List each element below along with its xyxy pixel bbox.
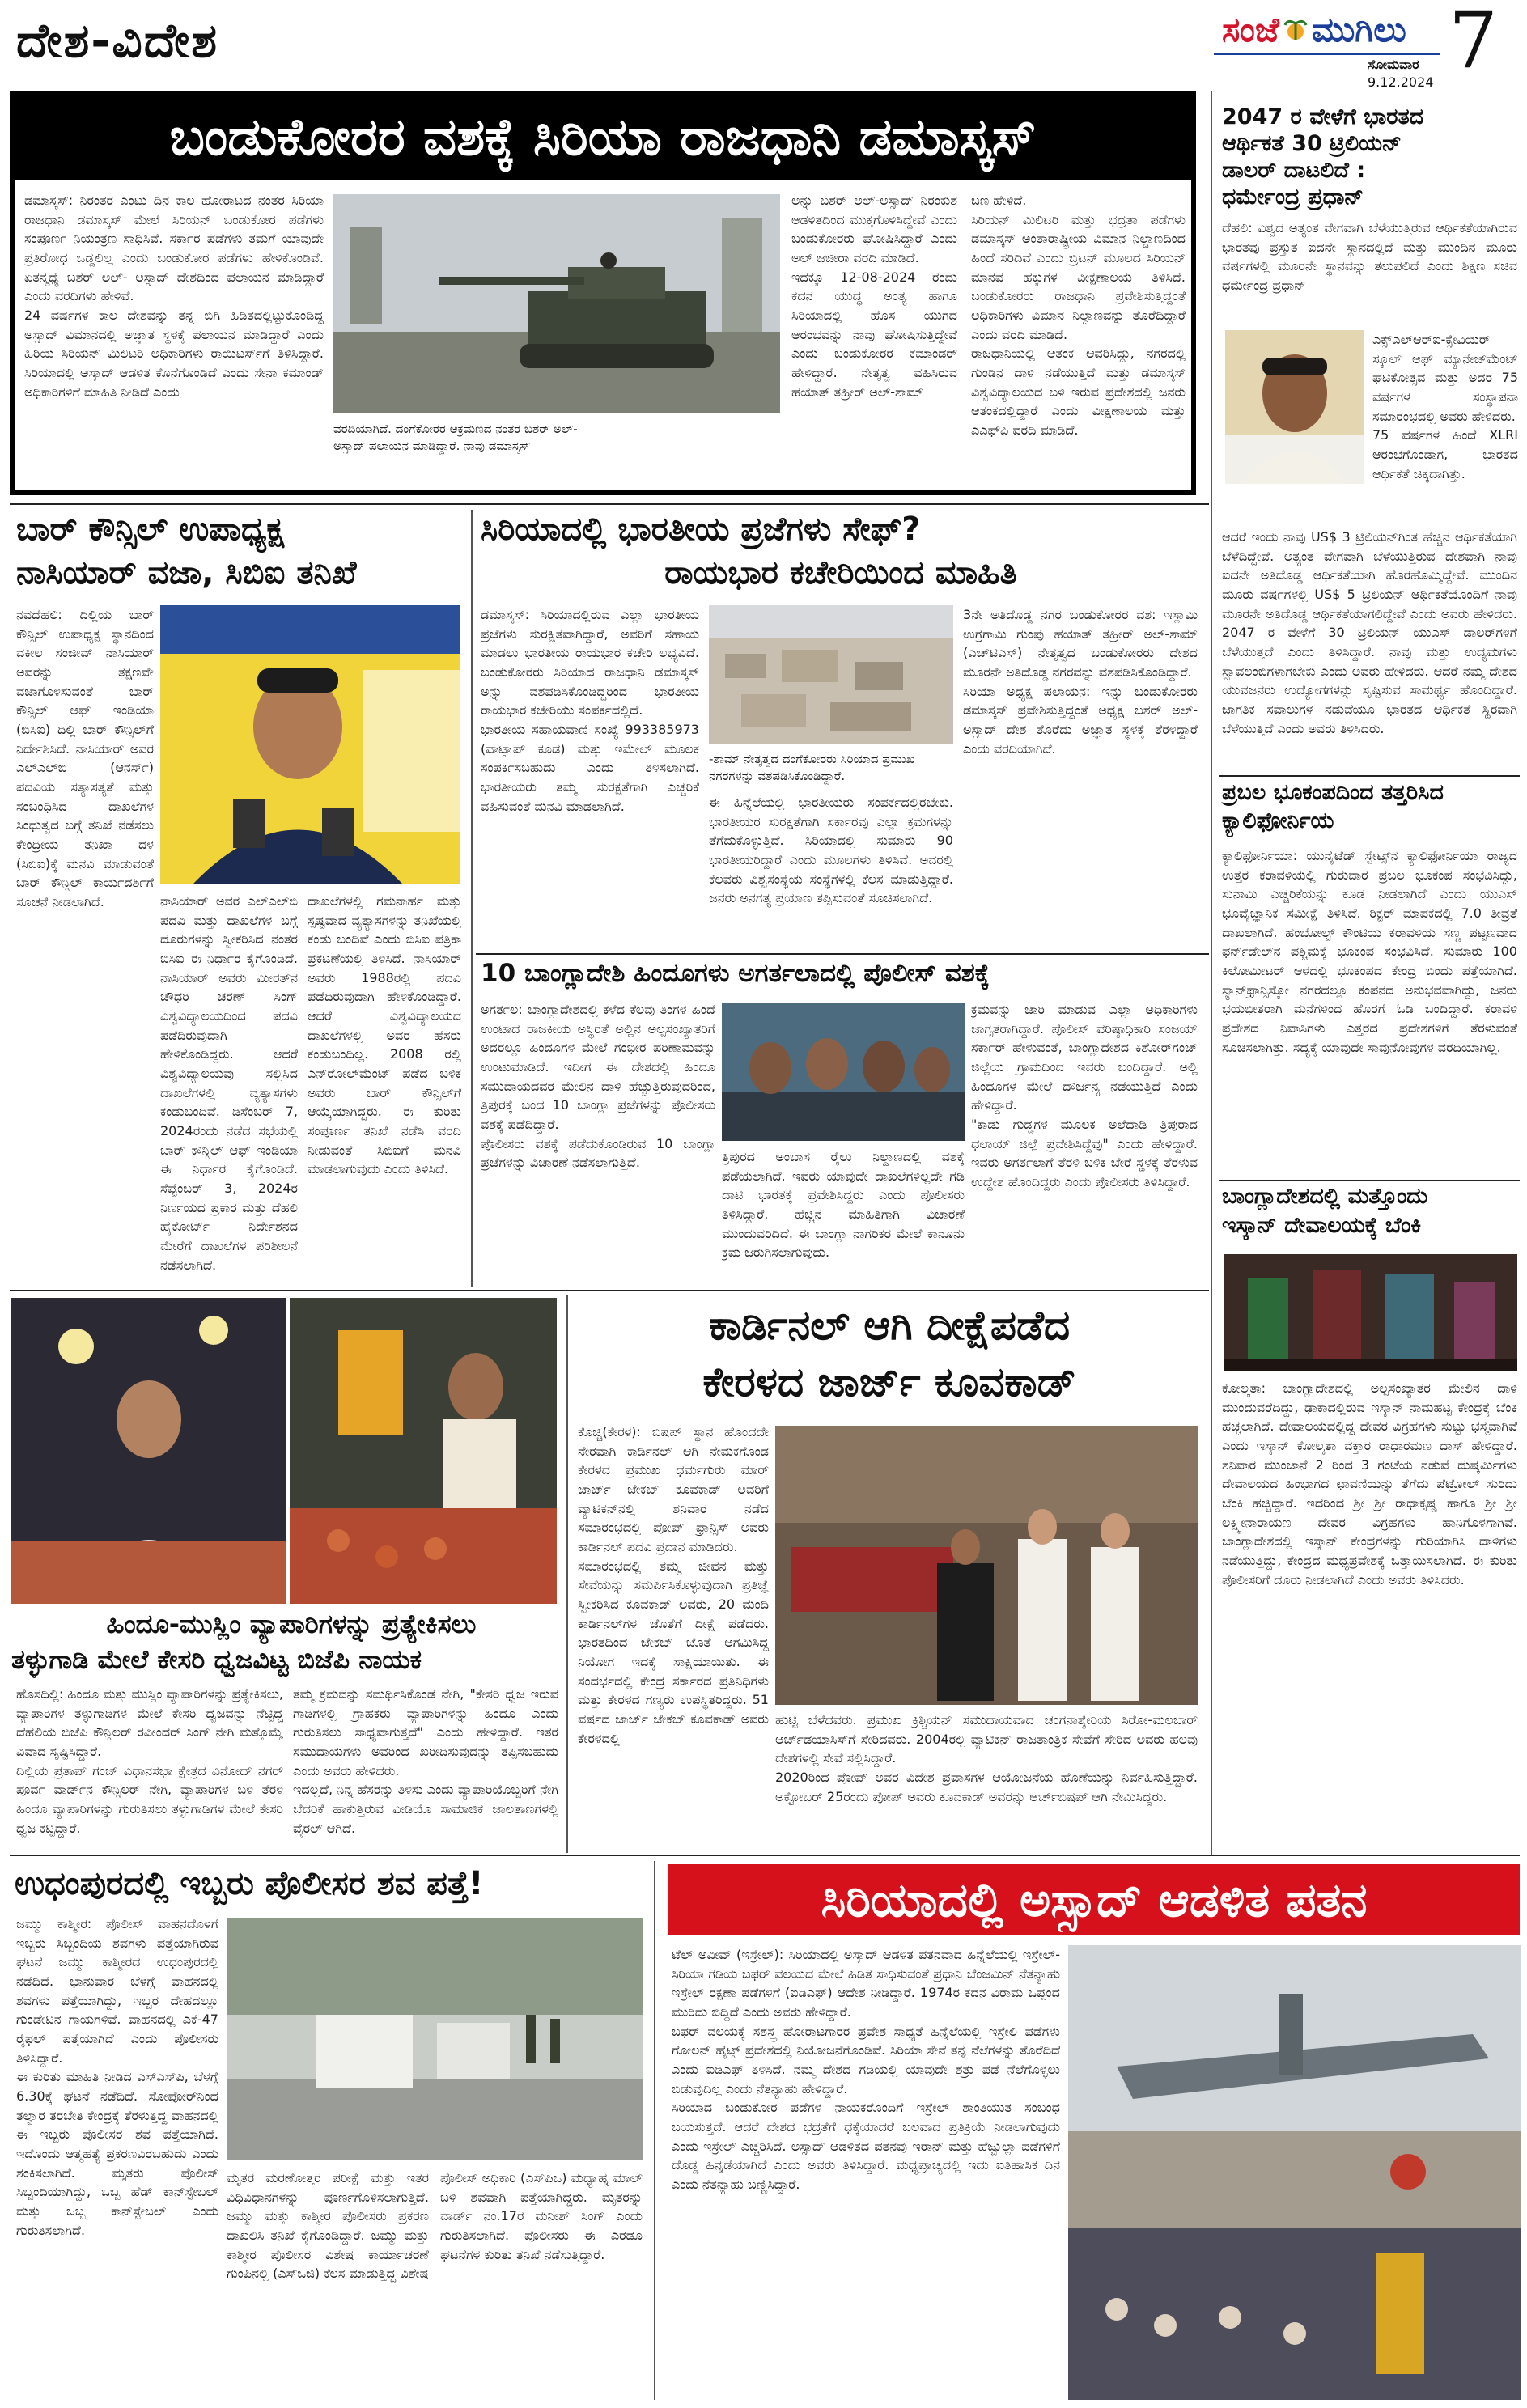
iskcon-headline-1: ಬಾಂಗ್ಲಾದೇಶದಲ್ಲಿ ಮತ್ತೊಂದು [1222,1184,1428,1209]
divider [1219,1180,1520,1181]
right-column-rule [1211,91,1212,1855]
bar-col3: ದಾಖಲೆಗಳಲ್ಲಿ ಗಮನಾರ್ಹ ಮತ್ತು ಸ್ಪಷ್ಟವಾದ ವ್ಯತ್ಯಾಸಗಳನ್ನು ತನಿಖೆಯಲ್ಲಿ ಕಂಡು ಬಂದಿವೆ ಎಂದು ಬಿಸಿಐ ಪತ್ರಿಕಾ ಪ್ರಕಟಣೆಯಲ್ಲಿ ತಿಳಿಸಿದೆ. ನಾಸಿಯಾರ್ ಅವರು 1988ರಲ್ಲಿ ಪದವಿ ಪಡೆದಿರುವುದಾಗಿ ಹೇಳಿಕೊಂಡಿದ್ದಾರೆ. ಆದರೆ ವಿಶ್ವವಿದ್ಯಾಲಯದ ದಾಖಲೆಗಳಲ್ಲಿ ಅವರ ಹೆಸರು ಕಂಡುಬಂದಿಲ್ಲ. 2008 ರಲ್ಲಿ ಎನ್‌ರೋಲ್‌ಮೆಂಟ್ ಪಡೆದ ಬಳಿಕ ಅವರು ಬಾರ್ ಕೌನ್ಸಿಲ್‌ಗೆ ಆಯ್ಕೆಯಾಗಿದ್ದರು. ಈ ಕುರಿತು ಸಂಪೂರ್ಣ ತನಿಖೆ ನಡೆಸಿ ವರದಿ ನೀಡುವಂತೆ ಸಿಬಿಐಗೆ ಮನವಿ ಮಾಡಲಾಗುವುದು ಎಂದು ತಿಳಿಸಿದೆ. [308,893,461,1177]
column-rule [654,1861,655,2400]
temple-photo [1224,1254,1517,1371]
nasiyar-photo [160,605,460,884]
airport-crowd-photo [1068,1945,1521,2400]
lead-col4: ಬಣ ಹೇಳಿದೆ. ಸಿರಿಯನ್ ಮಿಲಿಟರಿ ಮತ್ತು ಭದ್ರತಾ ಪಡೆಗಳು ಡಮಾಸ್ಕಸ್ ಅಂತಾರಾಷ್ಟ್ರೀಯ ವಿಮಾನ ನಿಲ್ದಾಣದಿಂದ ಹಿಂದೆ ಸರಿದಿವೆ ಎಂದು ಬ್ರಿಟನ್ ಮೂಲದ ಸಿರಿಯನ್ ಮಾನವ ಹಕ್ಕುಗಳ ವೀಕ್ಷಣಾಲಯ ತಿಳಿಸಿದೆ. ಬಂಡುಕೋರರು ರಾಜಧಾನಿ ಪ್ರವೇಶಿಸುತ್ತಿದ್ದಂತೆ ಅಧಿಕಾರಿಗಳು ವಿಮಾನ ನಿಲ್ದಾಣವನ್ನು ತೊರೆದಿದ್ದಾರೆ ಎಂದು ವರದಿ ಮಾಡಿದೆ. ರಾಜಧಾನಿಯಲ್ಲಿ ಆತಂಕ ಆವರಿಸಿದ್ದು, ನಗರದಲ್ಲಿ ಗುಂಡಿನ ದಾಳಿ ನಡೆಯುತ್ತಿದೆ ಮತ್ತು ಡಮಾಸ್ಕಸ್ ವಿಶ್ವವಿದ್ಯಾಲಯದ ಬಳಿ ಇರುವ ಪ್ರದೇಶದಲ್ಲಿ ಜನರು ಆತಂಕದಲ್ಲಿದ್ದಾರೆ ಎಂದು ವೀಕ್ಷಣಾಲಯ ಮತ್ತು ಎಎಫ್‌ಪಿ ವರದಿ ಮಾಡಿದೆ. [971,193,1186,439]
economy-side: ಎಕ್ಸ್‌ಎಲ್‌ಆರ್‌ಐ-ಕ್ಸೇವಿಯರ್ ಸ್ಕೂಲ್ ಆಫ್ ಮ್ಯಾನೇಜ್‌ಮೆಂಟ್ ಘಟಿಕೋತ್ಸವ ಮತ್ತು ಅದರ 75 ವರ್ಷಗಳ ಸಂಸ್ಥಾಪನಾ ಸಮಾರಂಭದಲ್ಲಿ ಅವರು ಹೇಳಿದರು. 75 ವರ್ಷಗಳ ಹಿಂದೆ XLRI ಆರಂಭಗೊಂಡಾಗ, ಭಾರತದ ಆರ್ಥಿಕತೆ ಚಿಕ್ಕದಾಗಿತ್ತು. [1372,332,1518,481]
economy-headline-2: ಆರ್ಥಿಕತೆ 30 ಟ್ರಿಲಿಯನ್ [1222,131,1402,156]
india-safe-caption: -ಶಾಮ್ ನೇತೃತ್ವದ ದಂಗೆಕೋರರು ಸಿರಿಯಾದ ಪ್ರಮುಖ ನಗರಗಳನ್ನು ವಶಪಡಿಸಿಕೊಂಡಿದ್ದಾರೆ. [709,752,915,783]
quake-body: ಕ್ಯಾಲಿಫೋರ್ನಿಯಾ: ಯುನೈಟೆಡ್ ಸ್ಟೇಟ್ಸ್‌ನ ಕ್ಯಾಲಿಫೋರ್ನಿಯಾ ರಾಜ್ಯದ ಉತ್ತರ ಕರಾವಳಿಯಲ್ಲಿ ಗುರುವಾರ ಪ್ರಬಲ ಭೂಕಂಪ ಸಂಭವಿಸಿದ್ದು, ಸುನಾಮಿ ಎಚ್ಚರಿಕೆಯನ್ನು ಕೂಡ ನೀಡಲಾಗಿದೆ ಎಂದು ಯುಎಸ್ ಭೂವೈಜ್ಞಾನಿಕ ಸಮೀಕ್ಷೆ ತಿಳಿಸಿದೆ. ರಿಕ್ಟರ್ ಮಾಪಕದಲ್ಲಿ 7.0 ತೀವ್ರತೆ ದಾಖಲಾಗಿದೆ. ಹಂಬೋಲ್ಟ್ ಕೌಂಟಿಯ ಕರಾವಳಿಯ ಸಣ್ಣ ಪಟ್ಟಣವಾದ ಫರ್ನ್‌ಡೇಲ್‌ನ ಪಶ್ಚಿಮಕ್ಕೆ ಭೂಕಂಪ ಸಂಭವಿಸಿದೆ. ಸುಮಾರು 100 ಕಿಲೋಮೀಟರ್ ಆಳದಲ್ಲಿ ಭೂಕಂಪದ ಕೇಂದ್ರ ಬಿಂದು ಪತ್ತೆಯಾಗಿದೆ. ಸ್ಯಾನ್‌ಫ್ರಾನ್ಸಿಸ್ಕೋ ನಗರದಲ್ಲೂ ಕಂಪನದ ಅನುಭವವಾಗಿದ್ದು, ಜನರು ಭಯಭೀತರಾಗಿ ಮನೆಗಳಿಂದ ಹೊರಗೆ ಓಡಿ ಬಂದಿದ್ದಾರೆ. ಕರಾವಳಿ ಪ್ರದೇಶದ ನಿವಾಸಿಗಳು ಎತ್ತರದ ಪ್ರದೇಶಗಳಿಗೆ ತೆರಳುವಂತೆ ಸೂಚಿಸಲಾಗಿತ್ತು. ಸದ್ಯಕ್ಕೆ ಯಾವುದೇ ಸಾವುನೋವುಗಳ ವರದಿಯಾಗಿಲ್ಲ. [1222,848,1517,1055]
india-safe-headline-2: ರಾಯಭಾರ ಕಚೇರಿಯಿಂದ ಮಾಹಿತಿ [664,554,1017,591]
flag-headline-1: ಹಿಂದೂ-ಮುಸ್ಲಿಂ ವ್ಯಾಪಾರಿಗಳನ್ನು ಪ್ರತ್ಯೇಕಿಸಲು [106,1609,477,1639]
flag-headline-2: ತಳ್ಳುಗಾಡಿ ಮೇಲೆ ಕೇಸರಿ ಧ್ವಜವಿಟ್ಟ ಬಿಜೆಪಿ ನಾಯಕ [11,1644,422,1675]
economy-headline-4: ಧರ್ಮೇಂದ್ರ ಪ್ರಧಾನ್ [1222,184,1364,210]
masthead-day: ಸೋಮವಾರ [1368,57,1419,72]
detainees-photo [722,1003,965,1141]
bangla-hindus-col1: ಅಗರ್ತಲ: ಬಾಂಗ್ಲಾದೇಶದಲ್ಲಿ ಕಳೆದ ಕೆಲವು ತಿಂಗಳ ಹಿಂದೆ ಉಂಟಾದ ರಾಜಕೀಯ ಅಸ್ಥಿರತೆ ಅಲ್ಲಿನ ಅಲ್ಪಸಂಖ್ಯಾತರಿಗೆ ಅದರಲ್ಲೂ ಹಿಂದೂಗಳ ಮೇಲೆ ಗಂಭೀರ ಪರಿಣಾಮವನ್ನು ಉಂಟುಮಾಡಿದೆ. ಇದೀಗ ಈ ದೇಶದಲ್ಲಿ ಹಿಂದೂ ಸಮುದಾಯದವರ ಮೇಲಿನ ದಾಳಿ ಹೆಚ್ಚುತ್ತಿರುವುದರಿಂದ, ತ್ರಿಪುರಕ್ಕೆ ಬಂದ 10 ಬಾಂಗ್ಲಾ ಪ್ರಜೆಗಳನ್ನು ಪೊಲೀಸರು ವಶಕ್ಕೆ ಪಡೆದಿದ್ದಾರೆ. ಪೊಲೀಸರು ವಶಕ್ಕೆ ಪಡೆದುಕೊಂಡಿರುವ 10 ಬಾಂಗ್ಲಾ ಪ್ರಜೆಗಳನ್ನು ವಿಚಾರಣೆ ನಡೆಸಲಾಗುತ್ತಿದೆ. [481,1002,715,1171]
lead-headline: ಬಂಡುಕೋರರ ವಶಕ್ಕೆ ಸಿರಿಯಾ ರಾಜಧಾನಿ ಡಮಾಸ್ಕಸ್ [15,95,1191,180]
flag-col2: ತಮ್ಮ ಕ್ರಮವನ್ನು ಸಮರ್ಥಿಸಿಕೊಂಡ ನೇಗಿ, "ಕೇಸರಿ ಧ್ವಜ ಇರುವ ಗಾಡಿಗಳಲ್ಲಿ ಗ್ರಾಹಕರು ವ್ಯಾಪಾರಿಗಳನ್ನು ಹಿಂದೂ ಎಂದು ಗುರುತಿಸಲು ಸಾಧ್ಯವಾಗುತ್ತದೆ" ಎಂದು ಹೇಳಿದ್ದಾರೆ. ಇತರ ಸಮುದಾಯಗಳು ಅವರಿಂದ ಖರೀದಿಸುವುದನ್ನು ತಪ್ಪಿಸಬಹುದು ಎಂದು ಅವರು ಹೇಳಿದರು. ಇದಲ್ಲದೆ, ನಿನ್ನ ಹೆಸರನ್ನು ತಿಳಿಸು ಎಂದು ವ್ಯಾಪಾರಿಯೊಬ್ಬರಿಗೆ ನೇಗಿ ಬೆದರಿಕೆ ಹಾಕುತ್ತಿರುವ ವೀಡಿಯೊ ಸಾಮಾಜಿಕ ಜಾಲತಾಣಗಳಲ್ಲಿ ವೈರಲ್ ಆಗಿದೆ. [293,1686,558,1836]
masthead-logo [1222,10,1465,50]
lead-col3: ಅನ್ನು ಬಶರ್ ಅಲ್-ಅಸ್ಸಾದ್ ನಿರಂಕುಶ ಆಡಳಿತದಿಂದ ಮುಕ್ತಗೊಳಿಸಿದ್ದೇವೆ ಎಂದು ಬಂಡುಕೋರರು ಘೋಷಿಸಿದ್ದಾರೆ ಎಂದು ಅಲ್ ಜಜೀರಾ ವರದಿ ಮಾಡಿದೆ. ಇದಕ್ಕೂ 12-08-2024 ರಂದು ಕದನ ಯುದ್ಧ ಅಂತ್ಯ ಹಾಗೂ ಸಿರಿಯಾದಲ್ಲಿ ಹೊಸ ಯುಗದ ಆರಂಭವನ್ನು ನಾವು ಘೋಷಿಸುತ್ತಿದ್ದೇವೆ ಎಂದು ಬಂಡುಕೋರರ ಕಮಾಂಡರ್ ಹೇಳಿದ್ದಾರೆ. ನೇತೃತ್ವ ವಹಿಸಿರುವ ಹಯಾತ್ ತಹ್ರೀರ್ ಅಲ್-ಶಾಮ್ [791,193,957,400]
assad-fall-body: ಟೆಲ್ ಅವೀವ್ (ಇಸ್ರೇಲ್): ಸಿರಿಯಾದಲ್ಲಿ ಅಸ್ಸಾದ್ ಆಡಳಿತ ಪತನವಾದ ಹಿನ್ನೆಲೆಯಲ್ಲಿ ಇಸ್ರೇಲ್-ಸಿರಿಯಾ ಗಡಿಯ ಬಫರ್ ವಲಯದ ಮೇಲೆ ಹಿಡಿತ ಸಾಧಿಸುವಂತೆ ಪ್ರಧಾನಿ ಬೆಂಜಮಿನ್ ನೆತನ್ಯಾಹು ಇಸ್ರೇಲ್ ರಕ್ಷಣಾ ಪಡೆಗಳಿಗೆ (ಐಡಿಎಫ್) ಆದೇಶ ನೀಡಿದ್ದಾರೆ. 1974ರ ಕದನ ವಿರಾಮ ಒಪ್ಪಂದ ಮುರಿದು ಬಿದ್ದಿದೆ ಎಂದು ಅವರು ಹೇಳಿದ್ದಾರೆ. ಬಫರ್ ವಲಯಕ್ಕೆ ಸಶಸ್ತ್ರ ಹೋರಾಟಗಾರರ ಪ್ರವೇಶ ಸಾಧ್ಯತೆ ಹಿನ್ನೆಲೆಯಲ್ಲಿ ಇಸ್ರೇಲಿ ಪಡೆಗಳು ಗೋಲನ್ ಹೈಟ್ಸ್ ಪ್ರದೇಶದಲ್ಲಿ ನಿಯೋಜನೆಗೊಂಡಿವೆ. ಸಿರಿಯಾ ಸೇನೆ ತನ್ನ ನೆಲೆಗಳನ್ನು ತೊರೆದಿದೆ ಎಂದು ಐಡಿಎಫ್ ತಿಳಿಸಿದೆ. ನಮ್ಮ ದೇಶದ ಗಡಿಯಲ್ಲಿ ಯಾವುದೇ ಶತ್ರು ಪಡೆ ನೆಲೆಗೊಳ್ಳಲು ಬಿಡುವುದಿಲ್ಲ ಎಂದು ನೆತನ್ಯಾಹು ಹೇಳಿದ್ದಾರೆ. ಸಿರಿಯಾದ ಬಂಡುಕೋರ ಪಡೆಗಳ ನಾಯಕರೊಂದಿಗೆ ಇಸ್ರೇಲ್ ಶಾಂತಿಯುತ ಸಂಬಂಧ ಬಯಸುತ್ತದೆ. ಆದರೆ ದೇಶದ ಭದ್ರತೆಗೆ ಧಕ್ಕೆಯಾದರೆ ಬಲವಾದ ಪ್ರತಿಕ್ರಿಯೆ ನೀಡಲಾಗುವುದು ಎಂದು ಇಸ್ರೇಲ್ ಎಚ್ಚರಿಸಿದೆ. ಅಸ್ಸಾದ್ ಆಡಳಿತದ ಪತನವು ಇರಾನ್ ಮತ್ತು ಹೆಜ್ಬುಲ್ಲಾ ಪಡೆಗಳಿಗೆ ದೊಡ್ಡ ಹಿನ್ನಡೆಯಾಗಿದೆ ಎಂದು ಅವರು ತಿಳಿಸಿದ್ದಾರೆ. ಮಧ್ಯಪ್ರಾಚ್ಯದಲ್ಲಿ ಇದು ಐತಿಹಾಸಿಕ ದಿನ ಎಂದು ನೆತನ್ಯಾಹು ಬಣ್ಣಿಸಿದ್ದಾರೆ. [672,1947,1060,2193]
page-number: 7 [1449,0,1499,86]
lead-col1: ಡಮಾಸ್ಕಸ್: ನಿರಂತರ ಎಂಟು ದಿನ ಕಾಲ ಹೋರಾಟದ ನಂತರ ಸಿರಿಯಾ ರಾಜಧಾನಿ ಡಮಾಸ್ಕಸ್ ಮೇಲೆ ಸಿರಿಯನ್ ಬಂಡುಕೋರ ಪಡೆಗಳು ಸಂಪೂರ್ಣ ನಿಯಂತ್ರಣ ಸಾಧಿಸಿವೆ. ಸರ್ಕಾರ ಪಡೆಗಳು ತಮಗೆ ಯಾವುದೇ ಪ್ರತಿರೋಧ ಒಡ್ಡಲಿಲ್ಲ ಎಂದು ಬಂಡುಕೋರ ಪಡೆಗಳು ಹೇಳಿಕೊಂಡಿವೆ. ಏತನ್ಮಧ್ಯೆ ಬಶರ್ ಅಲ್- ಅಸ್ಸಾದ್ ದೇಶದಿಂದ ಪಲಾಯನ ಮಾಡಿದ್ದಾರೆ ಎಂದು ವರದಿಗಳು ಹೇಳಿವೆ. 24 ವರ್ಷಗಳ ಕಾಲ ದೇಶವನ್ನು ತನ್ನ ಬಿಗಿ ಹಿಡಿತದಲ್ಲಿಟ್ಟುಕೊಂಡಿದ್ದ ಅಸ್ಸಾದ್ ವಿಮಾನದಲ್ಲಿ ಅಜ್ಞಾತ ಸ್ಥಳಕ್ಕೆ ಪಲಾಯನ ಮಾಡಿದ್ದಾರೆ ಎಂದು ಹಿರಿಯ ಸಿರಿಯನ್ ಮಿಲಿಟರಿ ಅಧಿಕಾರಿಗಳು ರಾಯಿಟರ್ಸ್‌ಗೆ ತಿಳಿಸಿದ್ದಾರೆ. ಸಿರಿಯಾದಲ್ಲಿ ಅಸ್ಸಾದ್ ಆಡಳಿತ ಕೊನೆಗೊಂಡಿದೆ ಎಂದು ಸೇನಾ ಕಮಾಂಡ್ ಅಧಿಕಾರಿಗಳಿಗೆ ಮಾಹಿತಿ ನೀಡಿದೆ ಎಂದು [24,193,324,400]
india-safe-col2: ಈ ಹಿನ್ನೆಲೆಯಲ್ಲಿ ಭಾರತೀಯರು ಸಂಪರ್ಕದಲ್ಲಿರಬೇಕು. ಭಾರತೀಯರ ಸುರಕ್ಷತೆಗಾಗಿ ಸರ್ಕಾರವು ಎಲ್ಲಾ ಕ್ರಮಗಳನ್ನು ತೆಗೆದುಕೊಳ್ಳುತ್ತಿದೆ. ಸಿರಿಯಾದಲ್ಲಿ ಸುಮಾರು 90 ಭಾರತೀಯರಿದ್ದಾರೆ ಎಂದು ಮೂಲಗಳು ತಿಳಿಸಿವೆ. ಅವರಲ್ಲಿ ಕೆಲವರು ವಿಶ್ವಸಂಸ್ಥೆಯ ಸಂಸ್ಥೆಗಳಲ್ಲಿ ಕೆಲಸ ಮಾಡುತ್ತಿದ್ದಾರೆ. ಜನರು ಅನಗತ್ಯ ಪ್ರಯಾಣ ತಪ್ಪಿಸುವಂತೆ ಸೂಚಿಸಲಾಗಿದೆ. [709,795,953,906]
tank-photo [333,194,780,413]
economy-headline-1: 2047 ರ ವೇಳೆಗೆ ಭಾರತದ [1222,104,1424,129]
india-safe-headline-1: ಸಿರಿಯಾದಲ್ಲಿ ಭಾರತೀಯ ಪ್ರಜೆಗಳು ಸೇಫ್? [481,511,921,548]
city-aerial-photo [709,605,953,744]
economy-body: ಆದರೆ ಇಂದು ನಾವು US$ 3 ಟ್ರಿಲಿಯನ್‌ಗಿಂತ ಹೆಚ್ಚಿನ ಆರ್ಥಿಕತೆಯಾಗಿ ಬೆಳೆದಿದ್ದೇವೆ. ಅತ್ಯಂತ ವೇಗವಾಗಿ ಬೆಳೆಯುತ್ತಿರುವ ದೇಶವಾಗಿ ನಾವು ಐದನೇ ಅತಿದೊಡ್ಡ ಆರ್ಥಿಕತೆಯಾಗಿ ಹೊರಹೊಮ್ಮಿದ್ದೇವೆ. ಮುಂದಿನ ಮೂರು ವರ್ಷಗಳಲ್ಲಿ US$ 5 ಟ್ರಿಲಿಯನ್ ಆರ್ಥಿಕತೆಯೊಂದಿಗೆ ನಾವು ಮೂರನೇ ಅತಿದೊಡ್ಡ ಆರ್ಥಿಕತೆಯಾಗಲಿದ್ದೇವೆ ಎಂದು ಅವರು ಹೇಳಿದರು. 2047 ರ ವೇಳೆಗೆ 30 ಟ್ರಿಲಿಯನ್ ಯುಎಸ್ ಡಾಲರ್‌ಗಳಿಗೆ ಬೆಳೆಯುತ್ತದೆ ಎಂದು ತಿಳಿಸಿದ್ದಾರೆ. ನಾವು ಮತ್ತು ಉದ್ಯಮಗಳು ಸ್ವಾವಲಂಬಿಗಳಾಗಬೇಕು ಎಂದು ಅವರು ಹೇಳಿದರು. ಆದರೆ ನಮ್ಮ ದೇಶದ ಯುವಜನರು ಉದ್ಯೋಗಗಳನ್ನು ಸೃಷ್ಟಿಸುವ ಸಾಮರ್ಥ್ಯ ಹೊಂದಿದ್ದಾರೆ. ಜಾಗತಿಕ ಸವಾಲುಗಳ ನಡುವೆಯೂ ಭಾರತದ ಆರ್ಥಿಕತೆ ಸ್ಥಿರವಾಗಿ ಬೆಳೆಯುತ್ತಿದೆ ಎಂದು ಅವರು ತಿಳಿಸಿದರು. [1222,529,1517,736]
bangla-hindus-headline: 10 ಬಾಂಗ್ಲಾದೇಶಿ ಹಿಂದೂಗಳು ಅಗರ್ತಲಾದಲ್ಲಿ ಪೊಲೀಸ್ ವಶಕ್ಕೆ [481,959,990,988]
pradhan-photo [1225,330,1364,484]
divider [10,1855,1520,1856]
quake-headline-1: ಪ್ರಬಲ ಭೂಕಂಪದಿಂದ ತತ್ತರಿಸಿದ [1222,780,1444,805]
india-safe-col3: 3ನೇ ಅತಿದೊಡ್ಡ ನಗರ ಬಂಡುಕೋರರ ವಶ: ಇಸ್ಲಾಮಿ ಉಗ್ರಗಾಮಿ ಗುಂಪು ಹಯಾತ್ ತಹ್ರೀರ್ ಅಲ್-ಶಾಮ್ (ಎಚ್‌ಟಿಎಸ್) ನೇತೃತ್ವದ ಬಂಡುಕೋರರು ದೇಶದ ಮೂರನೇ ಅತಿದೊಡ್ಡ ನಗರವನ್ನು ವಶಪಡಿಸಿಕೊಂಡಿದ್ದಾರೆ. ಸಿರಿಯಾ ಅಧ್ಯಕ್ಷ ಪಲಾಯನ: ಇನ್ನು ಬಂಡುಕೋರರು ಡಮಾಸ್ಕಸ್ ಪ್ರವೇಶಿಸುತ್ತಿದ್ದಂತೆ ಅಧ್ಯಕ್ಷ ಬಶರ್ ಅಲ್-ಅಸ್ಸಾದ್ ದೇಶ ತೊರೆದು ಅಜ್ಞಾತ ಸ್ಥಳಕ್ಕೆ ತೆರಳಿದ್ದಾರೆ ಎಂದು ವರದಿಯಾಗಿದೆ. [963,607,1198,757]
column-rule [471,510,473,1287]
divider [10,503,1209,505]
bangla-hindus-col3: ಕ್ರಮವನ್ನು ಜಾರಿ ಮಾಡುವ ಎಲ್ಲಾ ಅಧಿಕಾರಿಗಳು ಜಾಗೃತರಾಗಿದ್ದಾರೆ. ಪೊಲೀಸ್ ವರಿಷ್ಠಾಧಿಕಾರಿ ಸಂಜಯ್ ಸರ್ಕಾರ್ ಹೇಳುವಂತೆ, ಬಾಂಗ್ಲಾದೇಶದ ಕಿಶೋರ್‌ಗಂಜ್ ಜಿಲ್ಲೆಯ ಗ್ರಾಮದಿಂದ ಇವರು ಬಂದಿದ್ದಾರೆ. ಅಲ್ಲಿ ಹಿಂದೂಗಳ ಮೇಲೆ ದೌರ್ಜನ್ಯ ನಡೆಯುತ್ತಿದೆ ಎಂದು ಹೇಳಿದ್ದಾರೆ. "ಕಾಡು ಗುಡ್ಡಗಳ ಮೂಲಕ ಅಲೆದಾಡಿ ತ್ರಿಪುರಾದ ಧಲಾಯ್ ಜಿಲ್ಲೆ ಪ್ರವೇಶಿಸಿದ್ದೆವು" ಎಂದು ಹೇಳಿದ್ದಾರೆ. ಇವರು ಅಗರ್ತಲಾಗೆ ತೆರಳಿ ಬಳಿಕ ಬೇರೆ ಸ್ಥಳಕ್ಕೆ ತೆರಳುವ ಉದ್ದೇಶ ಹೊಂದಿದ್ದರು ಎಂದು ಪೊಲೀಸರು ತಿಳಿಸಿದ್ದಾರೆ. [971,1002,1198,1190]
bar-headline-2: ನಾಸಿಯಾರ್ ವಜಾ, ಸಿಬಿಐ ತನಿಖೆ [16,554,357,591]
palm-icon [1283,15,1308,40]
cardinal-photo [775,1426,1198,1705]
divider [10,1290,1209,1291]
cardinal-col2: ಹುಟ್ಟಿ ಬೆಳೆದವರು. ಪ್ರಮುಖ ಕ್ರಿಶ್ಚಿಯನ್ ಸಮುದಾಯವಾದ ಚಂಗನಾಶ್ಶೇರಿಯ ಸಿರೋ-ಮಲಬಾರ್ ಆರ್ಚ್‌ಡಯಾಸಿಸ್‌ಗೆ ಸೇರಿದವರು. 2004ರಲ್ಲಿ ವ್ಯಾಟಿಕನ್ ರಾಜತಾಂತ್ರಿಕ ಸೇವೆಗೆ ಸೇರಿದ ಅವರು ಹಲವು ದೇಶಗಳಲ್ಲಿ ಸೇವೆ ಸಲ್ಲಿಸಿದ್ದಾರೆ. 2020ರಿಂದ ಪೋಪ್ ಅವರ ವಿದೇಶ ಪ್ರವಾಸಗಳ ಆಯೋಜನೆಯ ಹೊಣೆಯನ್ನು ನಿರ್ವಹಿಸುತ್ತಿದ್ದಾರೆ. ಅಕ್ಟೋಬರ್ 25ರಂದು ಪೋಪ್ ಅವರು ಕೂವಕಾಡ್ ಅವರನ್ನು ಆರ್ಚ್‌ಬಿಷಪ್ ಆಗಿ ನೇಮಿಸಿದ್ದರು. [775,1712,1198,1804]
india-safe-col1: ಡಮಾಸ್ಕಸ್: ಸಿರಿಯಾದಲ್ಲಿರುವ ಎಲ್ಲಾ ಭಾರತೀಯ ಪ್ರಜೆಗಳು ಸುರಕ್ಷಿತವಾಗಿದ್ದಾರೆ, ಅವರಿಗೆ ಸಹಾಯ ಮಾಡಲು ಭಾರತೀಯ ರಾಯಭಾರ ಕಚೇರಿ ಲಭ್ಯವಿದೆ. ಬಂಡುಕೋರರು ಸಿರಿಯಾದ ರಾಜಧಾನಿ ಡಮಾಸ್ಕಸ್ ಅನ್ನು ವಶಪಡಿಸಿಕೊಂಡಿದ್ದರಿಂದ ಭಾರತೀಯ ರಾಯಭಾರ ಕಚೇರಿಯು ಸಂಪರ್ಕದಲ್ಲಿದೆ. ಭಾರತೀಯ ಸಹಾಯವಾಣಿ ಸಂಖ್ಯೆ 993385973 (ವಾಟ್ಸಾಪ್ ಕೂಡ) ಮತ್ತು ಇಮೇಲ್ ಮೂಲಕ ಸಂಪರ್ಕಿಸಬಹುದು ಎಂದು ತಿಳಿಸಲಾಗಿದೆ. ಭಾರತೀಯರು ತಮ್ಮ ಸುರಕ್ಷತೆಗಾಗಿ ಎಚ್ಚರಿಕೆ ವಹಿಸುವಂತೆ ಮನವಿ ಮಾಡಲಾಗಿದೆ. [481,607,699,814]
udhampur-col1: ಜಮ್ಮು ಕಾಶ್ಮೀರ: ಪೊಲೀಸ್ ವಾಹನದೊಳಗೆ ಇಬ್ಬರು ಸಿಬ್ಬಂದಿಯ ಶವಗಳು ಪತ್ತೆಯಾಗಿರುವ ಘಟನೆ ಜಮ್ಮು ಕಾಶ್ಮೀರದ ಉಧಂಪುರದಲ್ಲಿ ನಡೆದಿದೆ. ಭಾನುವಾರ ಬೆಳಗ್ಗೆ ವಾಹನದಲ್ಲಿ ಶವಗಳು ಪತ್ತೆಯಾಗಿದ್ದು, ಇಬ್ಬರ ದೇಹದಲ್ಲೂ ಗುಂಡೇಟಿನ ಗಾಯಗಳಿವೆ. ವಾಹನದಲ್ಲಿ ಎಕೆ-47 ರೈಫಲ್ ಪತ್ತೆಯಾಗಿದೆ ಎಂದು ಪೊಲೀಸರು ತಿಳಿಸಿದ್ದಾರೆ. ಈ ಕುರಿತು ಮಾಹಿತಿ ನೀಡಿದ ಎಸ್‌ಎಸ್‌ಪಿ, ಬೆಳಗ್ಗೆ 6.30ಕ್ಕೆ ಘಟನೆ ನಡೆದಿದೆ. ಸೋಪೋರ್‌ನಿಂದ ತಲ್ವಾರ ತರಬೇತಿ ಕೇಂದ್ರಕ್ಕೆ ತೆರಳುತ್ತಿದ್ದ ವಾಹನದಲ್ಲಿ ಈ ಇಬ್ಬರು ಪೊಲೀಸರ ಶವ ಪತ್ತೆಯಾಗಿದೆ. ಇದೊಂದು ಆತ್ಮಹತ್ಯೆ ಪ್ರಕರಣವಿರಬಹುದು ಎಂದು ಶಂಕಿಸಲಾಗಿದೆ. ಮೃತರು ಪೊಲೀಸ್ ಸಿಬ್ಬಂದಿಯಾಗಿದ್ದು, ಒಬ್ಬ ಹೆಡ್ ಕಾನ್‌ಸ್ಟೇಬಲ್ ಮತ್ತು ಒಬ್ಬ ಕಾನ್‌ಸ್ಟೇಬಲ್ ಎಂದು ಗುರುತಿಸಲಾಗಿದೆ. [16,1916,218,2238]
iskcon-body: ಕೋಲ್ಕತಾ: ಬಾಂಗ್ಲಾದೇಶದಲ್ಲಿ ಅಲ್ಪಸಂಖ್ಯಾತರ ಮೇಲಿನ ದಾಳಿ ಮುಂದುವರೆದಿದ್ದು, ಢಾಕಾದಲ್ಲಿರುವ ಇಸ್ಕಾನ್ ನಾಮಹಟ್ಟ ಕೇಂದ್ರಕ್ಕೆ ಬೆಂಕಿ ಹಚ್ಚಲಾಗಿದೆ. ದೇವಾಲಯದಲ್ಲಿದ್ದ ದೇವರ ವಿಗ್ರಹಗಳು ಸುಟ್ಟು ಭಸ್ಮವಾಗಿವೆ ಎಂದು ಇಸ್ಕಾನ್ ಕೋಲ್ಕತಾ ವಕ್ತಾರ ರಾಧಾರಮಣ ದಾಸ್ ಹೇಳಿದ್ದಾರೆ. ಶನಿವಾರ ಮುಂಜಾನೆ 2 ರಿಂದ 3 ಗಂಟೆಯ ನಡುವೆ ದುಷ್ಕರ್ಮಿಗಳು ದೇವಾಲಯದ ಹಿಂಭಾಗದ ಛಾವಣಿಯನ್ನು ತೆಗೆದು ಪೆಟ್ರೋಲ್ ಸುರಿದು ಬೆಂಕಿ ಹಚ್ಚಿದ್ದಾರೆ. ಇದರಿಂದ ಶ್ರೀ ಶ್ರೀ ರಾಧಾಕೃಷ್ಣ ಹಾಗೂ ಶ್ರೀ ಶ್ರೀ ಲಕ್ಷ್ಮೀನಾರಾಯಣ ದೇವರ ವಿಗ್ರಹಗಳು ಹಾನಿಗೊಳಗಾಗಿವೆ. ಬಾಂಗ್ಲಾದೇಶದಲ್ಲಿ ಇಸ್ಕಾನ್ ಕೇಂದ್ರಗಳನ್ನು ಗುರಿಯಾಗಿಸಿ ದಾಳಿಗಳು ನಡೆಯುತ್ತಿದ್ದು, ಕೇಂದ್ರದ ಮಧ್ಯಪ್ರವೇಶಕ್ಕೆ ಒತ್ತಾಯಿಸಲಾಗಿದೆ. ಈ ಕುರಿತು ಪೊಲೀಸರಿಗೆ ದೂರು ನೀಡಲಾಗಿದೆ ಎಂದು ಅವರು ತಿಳಿಸಿದರು. [1222,1380,1517,1588]
vendor-photo-1 [11,1298,286,1604]
iskcon-headline-2: ಇಸ್ಕಾನ್ ದೇವಾಲಯಕ್ಕೆ ಬೆಂಕಿ [1222,1213,1422,1238]
economy-headline-3: ಡಾಲರ್ ದಾಟಲಿದೆ : [1222,158,1366,183]
masthead-date: 9.12.2024 [1368,74,1434,90]
flag-col1: ಹೊಸದಿಲ್ಲಿ: ಹಿಂದೂ ಮತ್ತು ಮುಸ್ಲಿಂ ವ್ಯಾಪಾರಿಗಳನ್ನು ಪ್ರತ್ಯೇಕಿಸಲು, ವ್ಯಾಪಾರಿಗಳ ತಳ್ಳುಗಾಡಿಗಳ ಮೇಲೆ ಕೇಸರಿ ಧ್ವಜವನ್ನು ನೆಟ್ಟಿದ್ದ ದೆಹಲಿಯ ಬಿಜೆಪಿ ಕೌನ್ಸಿಲರ್ ರವೀಂದರ್ ಸಿಂಗ್ ನೇಗಿ ಮತ್ತೊಮ್ಮೆ ವಿವಾದ ಸೃಷ್ಟಿಸಿದ್ದಾರೆ. ದಿಲ್ಲಿಯ ಪ್ರತಾಪ್ ಗಂಜ್ ವಿಧಾನಸಭಾ ಕ್ಷೇತ್ರದ ವಿನೋದ್ ನಗರ್ ಪೂರ್ವ ವಾರ್ಡ್‌ನ ಕೌನ್ಸಿಲರ್ ನೇಗಿ, ವ್ಯಾಪಾರಿಗಳ ಬಳಿ ತೆರಳಿ ಹಿಂದೂ ವ್ಯಾಪಾರಿಗಳನ್ನು ಗುರುತಿಸಲು ತಳ್ಳುಗಾಡಿಗಳ ಮೇಲೆ ಕೇಸರಿ ಧ್ವಜ ಕಟ್ಟಿದ್ದಾರೆ. [16,1686,283,1836]
column-rule [566,1295,568,1853]
vendor-photo-2 [290,1298,557,1604]
bar-col2: ನಾಸಿಯಾರ್ ಅವರ ಎಲ್‌ಎಲ್‌ಬಿ ಪದವಿ ಮತ್ತು ದಾಖಲೆಗಳ ಬಗ್ಗೆ ದೂರುಗಳನ್ನು ಸ್ವೀಕರಿಸಿದ ನಂತರ ಬಿಸಿಐ ಈ ನಿರ್ಧಾರ ಕೈಗೊಂಡಿದೆ. ನಾಸಿಯಾರ್ ಅವರು ಮೀರತ್‌ನ ಚೌಧರಿ ಚರಣ್ ಸಿಂಗ್ ವಿಶ್ವವಿದ್ಯಾಲಯದಿಂದ ಪದವಿ ಪಡೆದಿರುವುದಾಗಿ ಹೇಳಿಕೊಂಡಿದ್ದರು. ಆದರೆ ವಿಶ್ವವಿದ್ಯಾಲಯವು ಸಲ್ಲಿಸಿದ ದಾಖಲೆಗಳಲ್ಲಿ ವ್ಯತ್ಯಾಸಗಳು ಕಂಡುಬಂದಿವೆ. ಡಿಸೆಂಬರ್ 7, 2024ರಂದು ನಡೆದ ಸಭೆಯಲ್ಲಿ ಬಾರ್ ಕೌನ್ಸಿಲ್ ಆಫ್ ಇಂಡಿಯಾ ಈ ನಿರ್ಧಾರ ಕೈಗೊಂಡಿದೆ. ಸೆಪ್ಟೆಂಬರ್ 3, 2024ರ ನಿರ್ಣಯದ ಪ್ರಕಾರ ಮತ್ತು ದೆಹಲಿ ಹೈಕೋರ್ಟ್ ನಿರ್ದೇಶನದ ಮೇರೆಗೆ ದಾಖಲೆಗಳ ಪರಿಶೀಲನೆ ನಡೆಸಲಾಗಿದೆ. [160,893,298,1273]
masthead-rule [1214,53,1440,55]
logo-right: ಮುಗಿಲು [1312,10,1406,49]
divider [1219,775,1520,777]
udhampur-col2: ಮೃತರ ಮರಣೋತ್ತರ ಪರೀಕ್ಷೆ ಮತ್ತು ಇತರ ವಿಧಿವಿಧಾನಗಳನ್ನು ಪೂರ್ಣಗೊಳಿಸಲಾಗುತ್ತಿದೆ. ಜಮ್ಮು ಮತ್ತು ಕಾಶ್ಮೀರ ಪೊಲೀಸರು ಪ್ರಕರಣ ದಾಖಲಿಸಿ ತನಿಖೆ ಕೈಗೊಂಡಿದ್ದಾರೆ. ಜಮ್ಮು ಮತ್ತು ಕಾಶ್ಮೀರ ಪೊಲೀಸರ ವಿಶೇಷ ಕಾರ್ಯಾಚರಣೆ ಗುಂಪಿನಲ್ಲಿ (ಎಸ್‌ಒಜಿ) ಕೆಲಸ ಮಾಡುತ್ತಿದ್ದ ವಿಶೇಷ [227,2170,429,2282]
assad-fall-headline: ಸಿರಿಯಾದಲ್ಲಿ ಅಸ್ಸಾದ್ ಆಡಳಿತ ಪತನ [668,1864,1520,1935]
cardinal-headline-2: ಕೇರಳದ ಜಾರ್ಜ್ ಕೂವಕಾಡ್ [702,1359,1076,1405]
udhampur-col3: ಪೊಲೀಸ್ ಅಧಿಕಾರಿ (ಎಸ್‌ಪಿಒ) ಮಧ್ಯಾಹ್ನ ಮಾಲ್ ಬಳಿ ಶವವಾಗಿ ಪತ್ತೆಯಾಗಿದ್ದರು. ಮೃತರನ್ನು ವಾರ್ಡ್ ನಂ.17ರ ಮನೀಶ್ ಸಿಂಗ್ ಎಂದು ಗುರುತಿಸಲಾಗಿದೆ. ಪೊಲೀಸರು ಈ ಎರಡೂ ಘಟನೆಗಳ ಕುರಿತು ತನಿಖೆ ನಡೆಸುತ್ತಿದ್ದಾರೆ. [440,2170,643,2262]
quake-headline-2: ಕ್ಯಾಲಿಫೋರ್ನಿಯ [1222,808,1334,833]
bar-headline-1: ಬಾರ್ ಕೌನ್ಸಿಲ್ ಉಪಾಧ್ಯಕ್ಷ [16,511,285,548]
bar-col1: ನವದೆಹಲಿ: ದಿಲ್ಲಿಯ ಬಾರ್ ಕೌನ್ಸಿಲ್ ಉಪಾಧ್ಯಕ್ಷ ಸ್ಥಾನದಿಂದ ವಕೀಲ ಸಂಜೀವ್ ನಾಸಿಯಾರ್ ಅವರನ್ನು ತಕ್ಷಣವೇ ವಜಾಗೊಳಿಸುವಂತೆ ಬಾರ್ ಕೌನ್ಸಿಲ್ ಆಫ್ ಇಂಡಿಯಾ (ಬಿಸಿಐ) ದಿಲ್ಲಿ ಬಾರ್ ಕೌನ್ಸಿಲ್‌ಗೆ ನಿರ್ದೇಶಿಸಿದೆ. ನಾಸಿಯಾರ್ ಅವರ ಎಲ್‌ಎಲ್‌ಬಿ (ಆನರ್ಸ್) ಪದವಿಯ ಸತ್ಯಾಸತ್ಯತೆ ಮತ್ತು ಸಂಬಂಧಿಸಿದ ದಾಖಲೆಗಳ ಸಿಂಧುತ್ವದ ಬಗ್ಗೆ ತನಿಖೆ ನಡೆಸಲು ಕೇಂದ್ರೀಯ ತನಿಖಾ ದಳ (ಸಿಬಿಐ)ಕ್ಕೆ ಮನವಿ ಮಾಡುವಂತೆ ಬಾರ್ ಕೌನ್ಸಿಲ್ ಕಾರ್ಯದರ್ಶಿಗೆ ಸೂಚನೆ ನೀಡಲಾಗಿದೆ. [16,607,154,910]
bangla-hindus-col2: ತ್ರಿಪುರದ ಅಂಬಾಸ ರೈಲು ನಿಲ್ದಾಣದಲ್ಲಿ ವಶಕ್ಕೆ ಪಡೆಯಲಾಗಿದೆ. ಇವರು ಯಾವುದೇ ದಾಖಲೆಗಳಿಲ್ಲದೇ ಗಡಿ ದಾಟಿ ಭಾರತಕ್ಕೆ ಪ್ರವೇಶಿಸಿದ್ದರು ಎಂದು ಪೊಲೀಸರು ತಿಳಿಸಿದ್ದಾರೆ. ಹೆಚ್ಚಿನ ಮಾಹಿತಿಗಾಗಿ ವಿಚಾರಣೆ ಮುಂದುವರಿದಿದೆ. ಈ ಬಾಂಗ್ಲಾ ನಾಗರಿಕರ ಮೇಲೆ ಕಾನೂನು ಕ್ರಮ ಜರುಗಿಸಲಾಗುವುದು. [722,1149,965,1261]
section-title: ದೇಶ-ವಿದೇಶ [16,13,219,68]
lead-col2: ವರದಿಯಾಗಿದೆ. ದಂಗೆಕೋರರ ಆಕ್ರಮಣದ ನಂತರ ಬಶರ್ ಅಲ್-ಅಸ್ಸಾದ್ ಪಲಾಯನ ಮಾಡಿದ್ದಾರೆ. ನಾವು ಡಮಾಸ್ಕಸ್ [333,422,578,453]
cardinal-col1: ಕೊಚ್ಚಿ(ಕೇರಳ): ಬಿಷಪ್ ಸ್ಥಾನ ಹೊಂದದೇ ನೇರವಾಗಿ ಕಾರ್ಡಿನಲ್ ಆಗಿ ನೇಮಕಗೊಂಡ ಕೇರಳದ ಪ್ರಮುಖ ಧರ್ಮಗುರು ಮಾರ್ ಜಾರ್ಜ್ ಜೇಕಬ್ ಕೂವಕಾಡ್ ಅವರಿಗೆ ವ್ಯಾಟಿಕನ್‌ನಲ್ಲಿ ಶನಿವಾರ ನಡೆದ ಸಮಾರಂಭದಲ್ಲಿ ಪೋಪ್ ಫ್ರಾನ್ಸಿಸ್ ಅವರು ಕಾರ್ಡಿನಲ್ ಪದವಿ ಪ್ರದಾನ ಮಾಡಿದರು. ಸಮಾರಂಭದಲ್ಲಿ ತಮ್ಮ ಜೀವನ ಮತ್ತು ಸೇವೆಯನ್ನು ಸಮರ್ಪಿಸಿಕೊಳ್ಳುವುದಾಗಿ ಪ್ರತಿಜ್ಞೆ ಸ್ವೀಕರಿಸಿದ ಕೂವಕಾಡ್ ಅವರು, 20 ಮಂದಿ ಕಾರ್ಡಿನಲ್‌ಗಳ ಜೊತೆಗೆ ದೀಕ್ಷೆ ಪಡೆದರು. ಭಾರತದಿಂದ ಜೇಕಬ್ ಜೊತೆ ಆಗಮಿಸಿದ್ದ ನಿಯೋಗ ಇದಕ್ಕೆ ಸಾಕ್ಷಿಯಾಯಿತು. ಈ ಸಂದರ್ಭದಲ್ಲಿ ಕೇಂದ್ರ ಸರ್ಕಾರದ ಪ್ರತಿನಿಧಿಗಳು ಮತ್ತು ಕೇರಳದ ಗಣ್ಯರು ಉಪಸ್ಥಿತರಿದ್ದರು. 51 ವರ್ಷದ ಜಾರ್ಜ್ ಜೇಕಬ್ ಕೂವಕಾಡ್ ಅವರು ಕೇರಳದಲ್ಲಿ [578,1424,769,1746]
police-vehicle-photo [227,1918,643,2160]
economy-intro: ದೆಹಲಿ: ವಿಶ್ವದ ಅತ್ಯಂತ ವೇಗವಾಗಿ ಬೆಳೆಯುತ್ತಿರುವ ಆರ್ಥಿಕತೆಯಾಗಿರುವ ಭಾರತವು ಪ್ರಸ್ತುತ ಐದನೇ ಸ್ಥಾನದಲ್ಲಿದೆ ಮತ್ತು ಮುಂದಿನ ಮೂರು ವರ್ಷಗಳಲ್ಲಿ ಮೂರನೇ ಸ್ಥಾನವನ್ನು ತಲುಪಲಿದೆ ಎಂದು ಶಿಕ್ಷಣ ಸಚಿವ ಧರ್ಮೇಂದ್ರ ಪ್ರಧಾನ್ [1222,220,1517,294]
divider [476,953,1209,955]
cardinal-headline-1: ಕಾರ್ಡಿನಲ್ ಆಗಿ ದೀಕ್ಷೆಪಡೆದ [708,1302,1071,1349]
logo-left: ಸಂಜೆ [1222,10,1279,49]
udhampur-headline: ಉಧಂಪುರದಲ್ಲಿ ಇಬ್ಬರು ಪೊಲೀಸರ ಶವ ಪತ್ತೆ! [15,1865,484,1902]
